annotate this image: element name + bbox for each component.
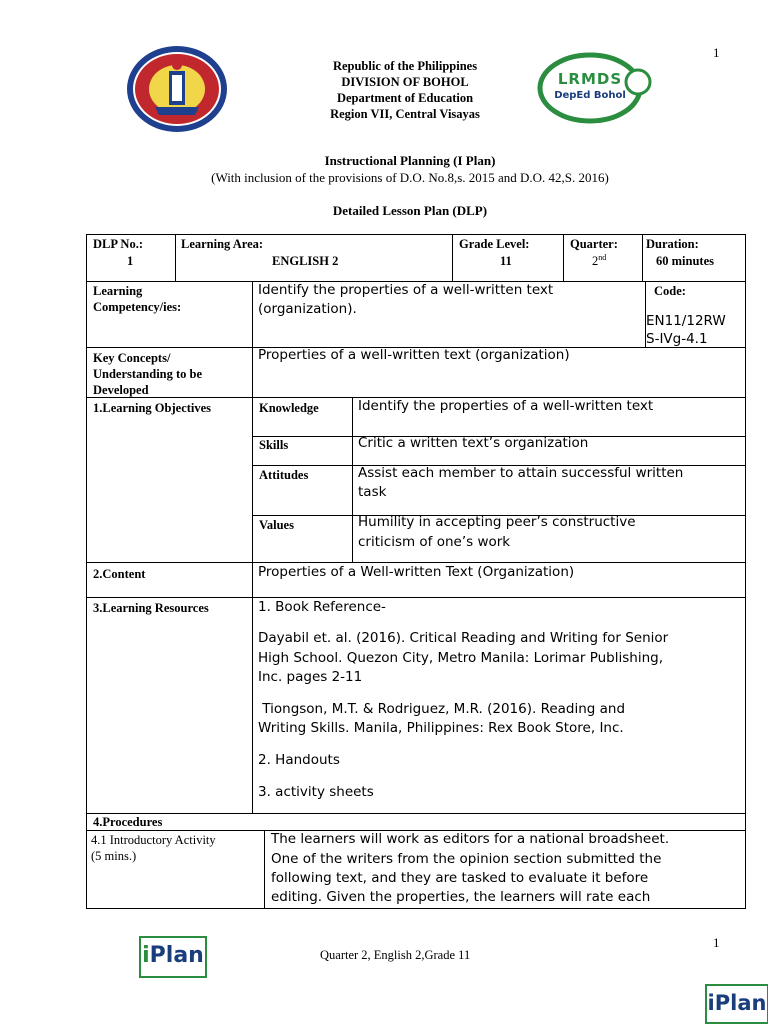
grade-level-value: 11 bbox=[500, 254, 512, 268]
learning-area-label: Learning Area: bbox=[181, 237, 264, 251]
footer-text: Quarter 2, English 2,Grade 11 bbox=[320, 948, 471, 962]
iplan-logo-footer bbox=[139, 936, 207, 978]
iplan-logo-rest: Plan bbox=[149, 943, 204, 968]
procedures-label: 4.Procedures bbox=[93, 815, 163, 829]
header-block bbox=[250, 58, 560, 122]
resources-item-2: 2. Handouts bbox=[258, 752, 340, 768]
header-region: Region VII, Central Visayas bbox=[330, 107, 480, 121]
grade-level-label: Grade Level: bbox=[459, 237, 530, 251]
duration-value: 60 minutes bbox=[656, 254, 714, 268]
resources-ref2-line2: Writing Skills. Manila, Philippines: Rex Book Store, Inc. bbox=[258, 720, 624, 736]
resources-ref1-line1: Dayabil et. al. (2016). Critical Reading and Writing for Senior bbox=[258, 630, 669, 646]
quarter-value-wrap bbox=[592, 253, 606, 269]
quarter-suffix: nd bbox=[598, 253, 607, 262]
plan-subtitle: (With inclusion of the provisions of D.O. No.8,s. 2015 and D.O. 42,S. 2016) bbox=[211, 170, 609, 185]
dlp-title: Detailed Lesson Plan (DLP) bbox=[332, 203, 488, 218]
intro-label-2: (5 mins.) bbox=[91, 849, 137, 863]
resources-label-cell bbox=[86, 597, 253, 814]
intro-text-1: The learners will work as editors for a national broadsheet. bbox=[271, 831, 670, 847]
lrmds-logo-main: LRMDS bbox=[557, 70, 623, 88]
resources-ref2-line1: Tiongson, M.T. & Rodriguez, M.R. (2016). Reading and bbox=[258, 701, 626, 717]
intro-text-4: editing. Given the properties, the learners will rate each bbox=[271, 889, 651, 905]
header-division: DIVISION OF BOHOL bbox=[341, 75, 469, 89]
dlp-no-label: DLP No.: bbox=[93, 237, 143, 251]
knowledge-label: Knowledge bbox=[259, 401, 319, 415]
resources-item-1: 1. Book Reference- bbox=[258, 599, 386, 615]
attitudes-label: Attitudes bbox=[259, 468, 309, 482]
content-label: 2.Content bbox=[93, 567, 146, 581]
competency-label-1: Learning bbox=[93, 284, 143, 298]
deped-seal-icon bbox=[125, 45, 229, 133]
resources-label: 3.Learning Resources bbox=[93, 601, 209, 615]
iplan-logo-corner bbox=[705, 984, 768, 1024]
competency-text-2: (organization). bbox=[258, 301, 357, 317]
duration-label: Duration: bbox=[646, 237, 699, 251]
competency-label-2: Competency/ies: bbox=[93, 300, 182, 314]
values-label: Values bbox=[259, 518, 294, 532]
code-line-1: EN11/12RW bbox=[646, 313, 726, 329]
page-number-top: 1 bbox=[713, 45, 720, 60]
values-text-1: Humility in accepting peer’s constructive bbox=[358, 514, 636, 530]
dlp-no-value: 1 bbox=[127, 254, 134, 268]
plan-title: Instructional Planning (I Plan) bbox=[324, 153, 496, 168]
key-concepts-text: Properties of a well-written text (organization) bbox=[258, 347, 570, 363]
lrmds-logo bbox=[528, 40, 668, 130]
resources-ref1-line2: High School. Quezon City, Metro Manila: Lorimar Publishing, bbox=[258, 650, 663, 666]
skills-label: Skills bbox=[259, 438, 289, 452]
procedures-header-cell bbox=[86, 813, 746, 831]
objectives-label: 1.Learning Objectives bbox=[93, 401, 212, 415]
resources-item-3: 3. activity sheets bbox=[258, 784, 374, 800]
attitudes-text-2: task bbox=[358, 484, 387, 500]
knowledge-text: Identify the properties of a well-written text bbox=[358, 398, 654, 414]
iplan-logo-i: i bbox=[142, 943, 150, 968]
resources-ref1-line3: Inc. pages 2-11 bbox=[258, 669, 363, 685]
iplan-logo-corner-text: iPlan bbox=[707, 991, 767, 1015]
code-line-2: S-IVg-4.1 bbox=[646, 331, 708, 347]
intro-label-1: 4.1 Introductory Activity bbox=[91, 833, 216, 847]
quarter-value: 2 bbox=[592, 254, 599, 269]
quarter-label: Quarter: bbox=[570, 237, 618, 251]
page-number-bottom: 1 bbox=[713, 935, 720, 950]
key-concepts-label-2: Understanding to be bbox=[93, 367, 203, 381]
lrmds-logo-sub: DepEd Bohol bbox=[554, 90, 626, 101]
competency-text-1: Identify the properties of a well-written text bbox=[258, 282, 554, 298]
header-department: Department of Education bbox=[336, 91, 474, 105]
objectives-label-cell bbox=[86, 397, 253, 563]
code-label: Code: bbox=[654, 284, 686, 298]
content-text: Properties of a Well-written Text (Organization) bbox=[258, 564, 575, 580]
intro-text-3: following text, and they are tasked to evaluate it before bbox=[271, 870, 649, 886]
key-concepts-label-3: Developed bbox=[93, 383, 149, 397]
header-republic: Republic of the Philippines bbox=[332, 59, 478, 73]
key-concepts-label-1: Key Concepts/ bbox=[93, 351, 171, 365]
learning-area-value: ENGLISH 2 bbox=[272, 254, 339, 268]
skills-text: Critic a written text’s organization bbox=[358, 435, 589, 451]
intro-text-2: One of the writers from the opinion section submitted the bbox=[271, 851, 662, 867]
attitudes-text-1: Assist each member to attain successful written bbox=[358, 465, 684, 481]
values-text-2: criticism of one’s work bbox=[358, 534, 511, 550]
